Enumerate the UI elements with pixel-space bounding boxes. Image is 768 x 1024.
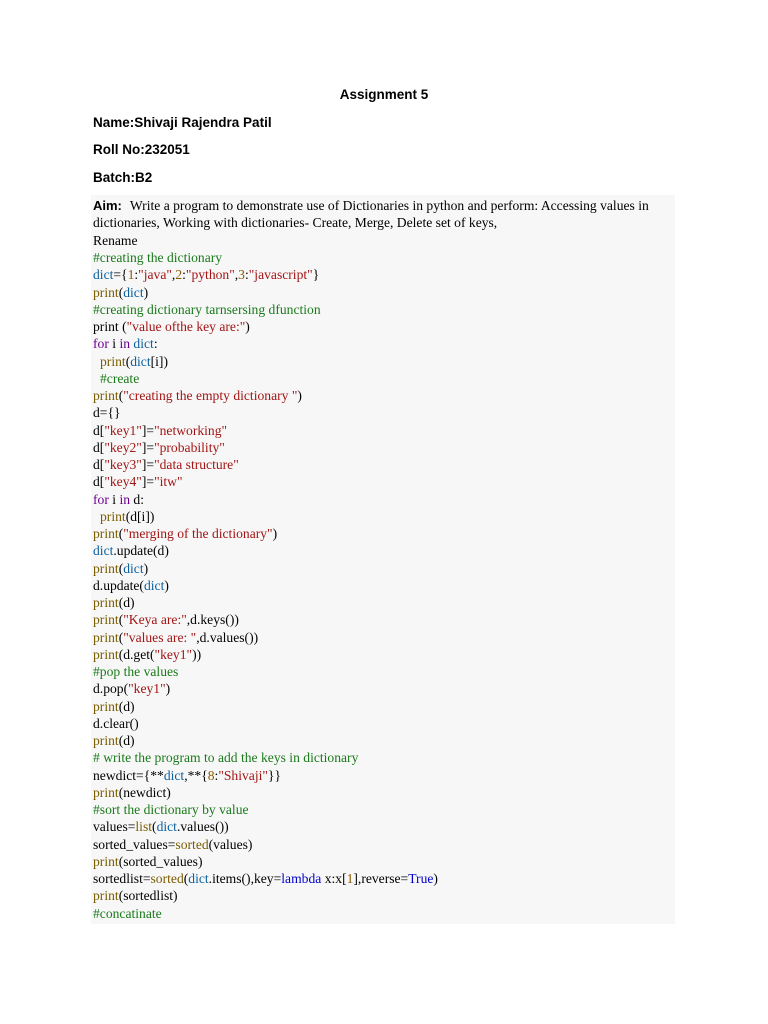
code-line: print(d) (93, 698, 135, 714)
aim-label: Aim: (93, 198, 122, 213)
code-line: print("creating the empty dictionary ") (93, 388, 302, 403)
code-line: print("merging of the dictionary") (93, 526, 278, 541)
code-line: sorted_values=sorted(values) (93, 836, 253, 852)
code-line: print(dict) (93, 284, 149, 300)
code-line: for i in dict: (93, 336, 158, 352)
code-comment: #creating the dictionary (93, 250, 223, 265)
roll-number: Roll No:232051 (93, 142, 190, 157)
student-name: Name:Shivaji Rajendra Patil (93, 115, 272, 130)
aim-line-3: Rename (93, 232, 138, 248)
code-line: print("Keya are:",d.keys()) (93, 612, 239, 628)
code-line: d.update(dict) (93, 577, 169, 593)
code-line: d["key2"]="probability" (93, 439, 225, 455)
code-line: print(sorted_values) (93, 853, 203, 869)
document-title: Assignment 5 (339, 87, 429, 102)
code-line: print(sortedlist) (93, 888, 178, 904)
code-line: d.clear() (93, 715, 139, 731)
aim-paragraph (93, 197, 681, 249)
code-line: d={} (93, 405, 121, 421)
code-line: for i in d: (93, 491, 144, 507)
code-line: newdict={**dict,**{8:"Shivaji"}} (93, 767, 282, 783)
code-line: d["key3"]="data structure" (93, 457, 239, 472)
code-line: print(d) (93, 733, 135, 748)
aim-line-1 (93, 197, 681, 214)
code-line: print(newdict) (93, 784, 171, 800)
code-line: d.pop("key1") (93, 681, 171, 697)
aim-line-2: dictionaries, Working with dictionaries- Create, Merge, Delete set of keys, (93, 215, 498, 231)
code-line: d["key4"]="itw" (93, 474, 183, 490)
code-comment: #concatinate (93, 905, 162, 921)
aim-text-1: Write a program to demonstrate use of Dictionaries in python and perform: Accessing values in (129, 198, 649, 213)
code-line: dict.update(d) (93, 543, 169, 559)
code-comment: #creating dictionary tarnsersing dfunction (93, 301, 321, 317)
code-comment: #create (100, 370, 140, 386)
code-comment: # write the program to add the keys in dictionary (93, 750, 359, 766)
code-block (93, 249, 678, 922)
code-line: print(dict) (93, 560, 149, 576)
code-line: values=list(dict.values()) (93, 819, 229, 835)
batch: Batch:B2 (93, 170, 153, 185)
code-comment: #sort the dictionary by value (93, 802, 249, 817)
code-line: print(d[i]) (100, 508, 155, 524)
code-comment: #pop the values (93, 664, 179, 679)
code-line: print("values are: ",d.values()) (93, 629, 259, 645)
code-line: dict={1:"java",2:"python",3:"javascript"} (93, 267, 320, 283)
code-line: print(d) (93, 595, 135, 610)
code-line: sortedlist=sorted(dict.items(),key=lambda x:x[1],reverse=True) (93, 871, 438, 886)
code-line: print(d.get("key1")) (93, 646, 202, 662)
code-line: d["key1"]="networking" (93, 422, 228, 438)
code-line: print ("value ofthe key are:") (93, 319, 250, 334)
code-line: print(dict[i]) (100, 353, 168, 369)
